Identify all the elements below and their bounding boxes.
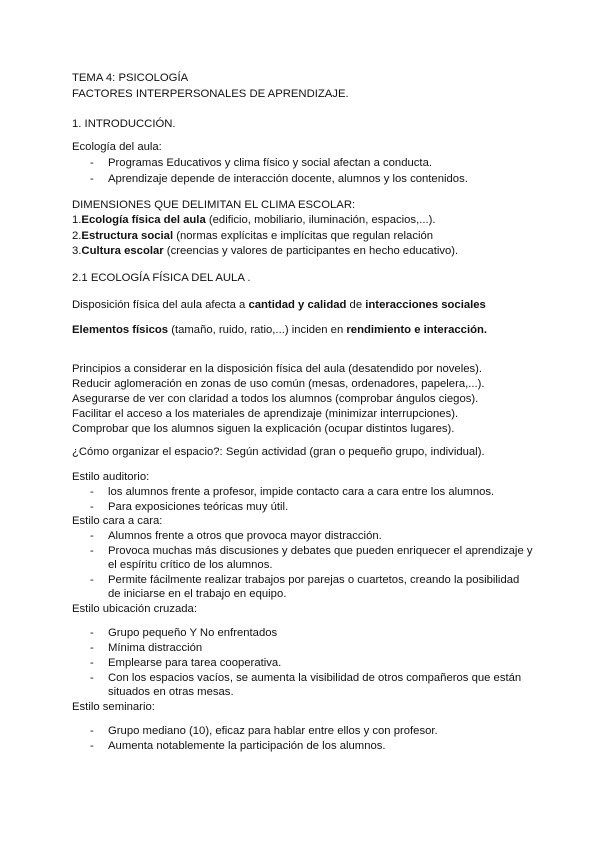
bullet-dash: - <box>90 672 94 684</box>
bullet-dash: - <box>90 486 94 498</box>
paragraph: Disposición física del aula afecta a cantidad y calidad de interacciones sociales <box>72 299 486 311</box>
bullet-dash: - <box>90 545 94 557</box>
bullet-dash: - <box>90 173 94 185</box>
dimension-item: 3.Cultura escolar (creencias y valores de participantes en hecho educativo). <box>72 245 459 257</box>
bullet-dash: - <box>90 725 94 737</box>
bullet-dash: - <box>90 530 94 542</box>
dimensions-heading: DIMENSIONES QUE DELIMITAN EL CLIMA ESCOLAR: <box>72 199 356 211</box>
style-label: Estilo auditorio: <box>72 471 150 483</box>
bullet-dash: - <box>90 642 94 654</box>
list-item-continuation: situados en otras mesas. <box>108 686 234 698</box>
list-item: los alumnos frente a profesor, impide contacto cara a cara entre los alumnos. <box>108 486 495 498</box>
list-item: Permite fácilmente realizar trabajos por parejas o cuartetos, creando la posibilidad <box>108 574 520 586</box>
list-item: Programas Educativos y clima físico y social afectan a conducta. <box>108 157 432 169</box>
section-heading: 2.1 ECOLOGÍA FÍSICA DEL AULA . <box>72 272 251 284</box>
style-label: Estilo ubicación cruzada: <box>72 603 197 615</box>
bullet-dash: - <box>90 740 94 752</box>
bullet-dash: - <box>90 574 94 586</box>
list-item: Emplearse para tarea cooperativa. <box>108 657 282 669</box>
dimension-item: 2.Estructura social (normas explícitas e implícitas que regulan relación <box>72 230 434 242</box>
bullet-dash: - <box>90 501 94 513</box>
list-item: Alumnos frente a otros que provoca mayor distracción. <box>108 530 382 542</box>
list-item-continuation: el espíritu crítico de los alumnos. <box>108 559 273 571</box>
style-label: Estilo seminario: <box>72 701 155 713</box>
question-line: ¿Cómo organizar el espacio?: Según actividad (gran o pequeño grupo, individual). <box>72 446 485 458</box>
list-item: Mínima distracción <box>108 642 203 654</box>
list-item: Aprendizaje depende de interacción docente, alumnos y los contenidos. <box>108 173 468 185</box>
style-label: Estilo cara a cara: <box>72 515 163 527</box>
list-item: Aumenta notablemente la participación de los alumnos. <box>108 740 386 752</box>
list-item: Para exposiciones teóricas muy útil. <box>108 501 289 513</box>
principle-line: Facilitar el acceso a los materiales de aprendizaje (minimizar interrupciones). <box>72 408 459 420</box>
bullet-dash: - <box>90 627 94 639</box>
bullet-dash: - <box>90 657 94 669</box>
dimension-item: 1.Ecología física del aula (edificio, mobiliario, iluminación, espacios,...). <box>72 214 436 226</box>
intro-label: Ecología del aula: <box>72 141 162 153</box>
topic-title: TEMA 4: PSICOLOGÍA <box>72 72 189 84</box>
paragraph: Elementos físicos (tamaño, ruido, ratio,...) inciden en rendimiento e interacción. <box>72 324 488 336</box>
principle-line: Comprobar que los alumnos siguen la explicación (ocupar distintos lugares). <box>72 423 455 435</box>
bullet-dash: - <box>90 157 94 169</box>
subtitle: FACTORES INTERPERSONALES DE APRENDIZAJE. <box>72 88 349 100</box>
intro-heading: 1. INTRODUCCIÓN. <box>72 118 176 130</box>
principle-line: Asegurarse de ver con claridad a todos los alumnos (comprobar ángulos ciegos). <box>72 393 479 405</box>
principle-line: Reducir aglomeración en zonas de uso común (mesas, ordenadores, papelera,...). <box>72 378 485 390</box>
list-item: Grupo pequeño Y No enfrentados <box>108 627 278 639</box>
list-item: Con los espacios vacíos, se aumenta la visibilidad de otros compañeros que están <box>108 672 522 684</box>
list-item-continuation: de iniciarse en el trabajo en equipo. <box>108 588 287 600</box>
list-item: Provoca muchas más discusiones y debates que pueden enriquecer el aprendizaje y <box>108 545 533 557</box>
principle-line: Principios a considerar en la disposición física del aula (desatendido por noveles). <box>72 363 483 375</box>
list-item: Grupo mediano (10), eficaz para hablar entre ellos y con profesor. <box>108 725 438 737</box>
